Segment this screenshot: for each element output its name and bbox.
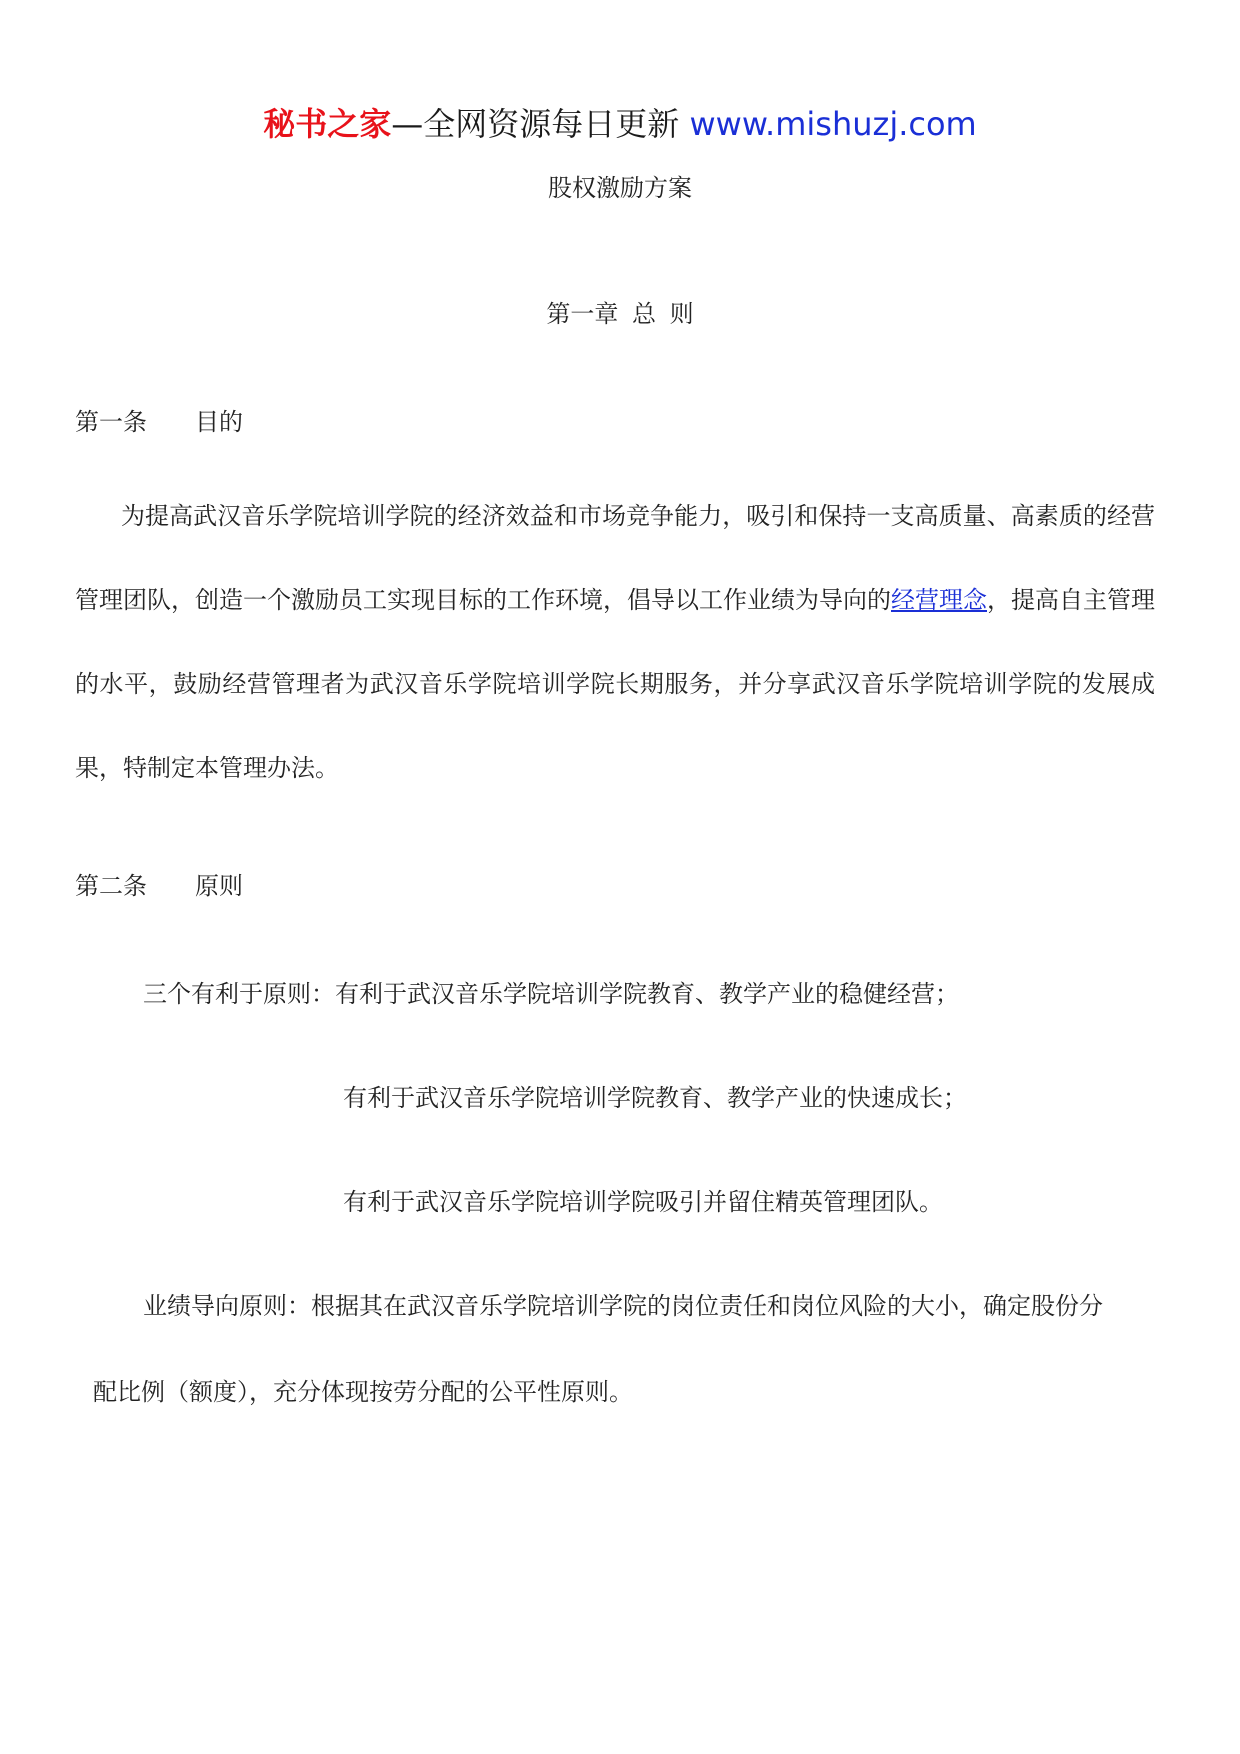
performance-principle-line-2: 配比例（额度），充分体现按劳分配的公平性原则。: [93, 1378, 633, 1406]
benefit-item-2: 有利于武汉音乐学院培训学院教育、教学产业的快速成长；: [343, 1084, 967, 1112]
benefit-item-3: 有利于武汉音乐学院培训学院吸引并留住精英管理团队。: [343, 1188, 943, 1216]
article-1-heading: 第一条 目的: [75, 408, 243, 436]
header-tagline: —全网资源每日更新: [391, 105, 680, 143]
article-1-text-before-link: 为提高武汉音乐学院培训学院的经济效益和市场竞争能力，吸引和保持一支高质量、高素质的经营管理团队，创造一个激励员工实现目标的工作环境，倡导以工作业绩为导向的: [75, 502, 1155, 614]
business-philosophy-link[interactable]: 经营理念: [891, 586, 987, 614]
chapter-title: 第一章 总 则: [546, 300, 694, 328]
brand-name: 秘书之家: [263, 105, 392, 143]
three-benefits-label: 三个有利于原则：: [143, 980, 335, 1008]
three-benefits-line: [143, 976, 959, 1012]
performance-principle-line-1: 业绩导向原则：根据其在武汉音乐学院培训学院的岗位责任和岗位风险的大小，确定股份分: [143, 1292, 1103, 1320]
document-title: 股权激励方案: [548, 174, 692, 202]
article-1-text-after-link: ，提高自主管理的水平，鼓励经营管理者为武汉音乐学院培训学院长期服务，并分享武汉音乐学院培训学院的发展成果，特制定本管理办法。: [75, 586, 1155, 782]
site-header: [0, 102, 1240, 146]
article-2-heading: 第二条 原则: [75, 872, 243, 900]
article-1-paragraph: [75, 474, 1155, 810]
benefit-item-1: 有利于武汉音乐学院培训学院教育、教学产业的稳健经营；: [335, 980, 959, 1008]
site-url-link[interactable]: www.mishuzj.com: [689, 105, 977, 143]
